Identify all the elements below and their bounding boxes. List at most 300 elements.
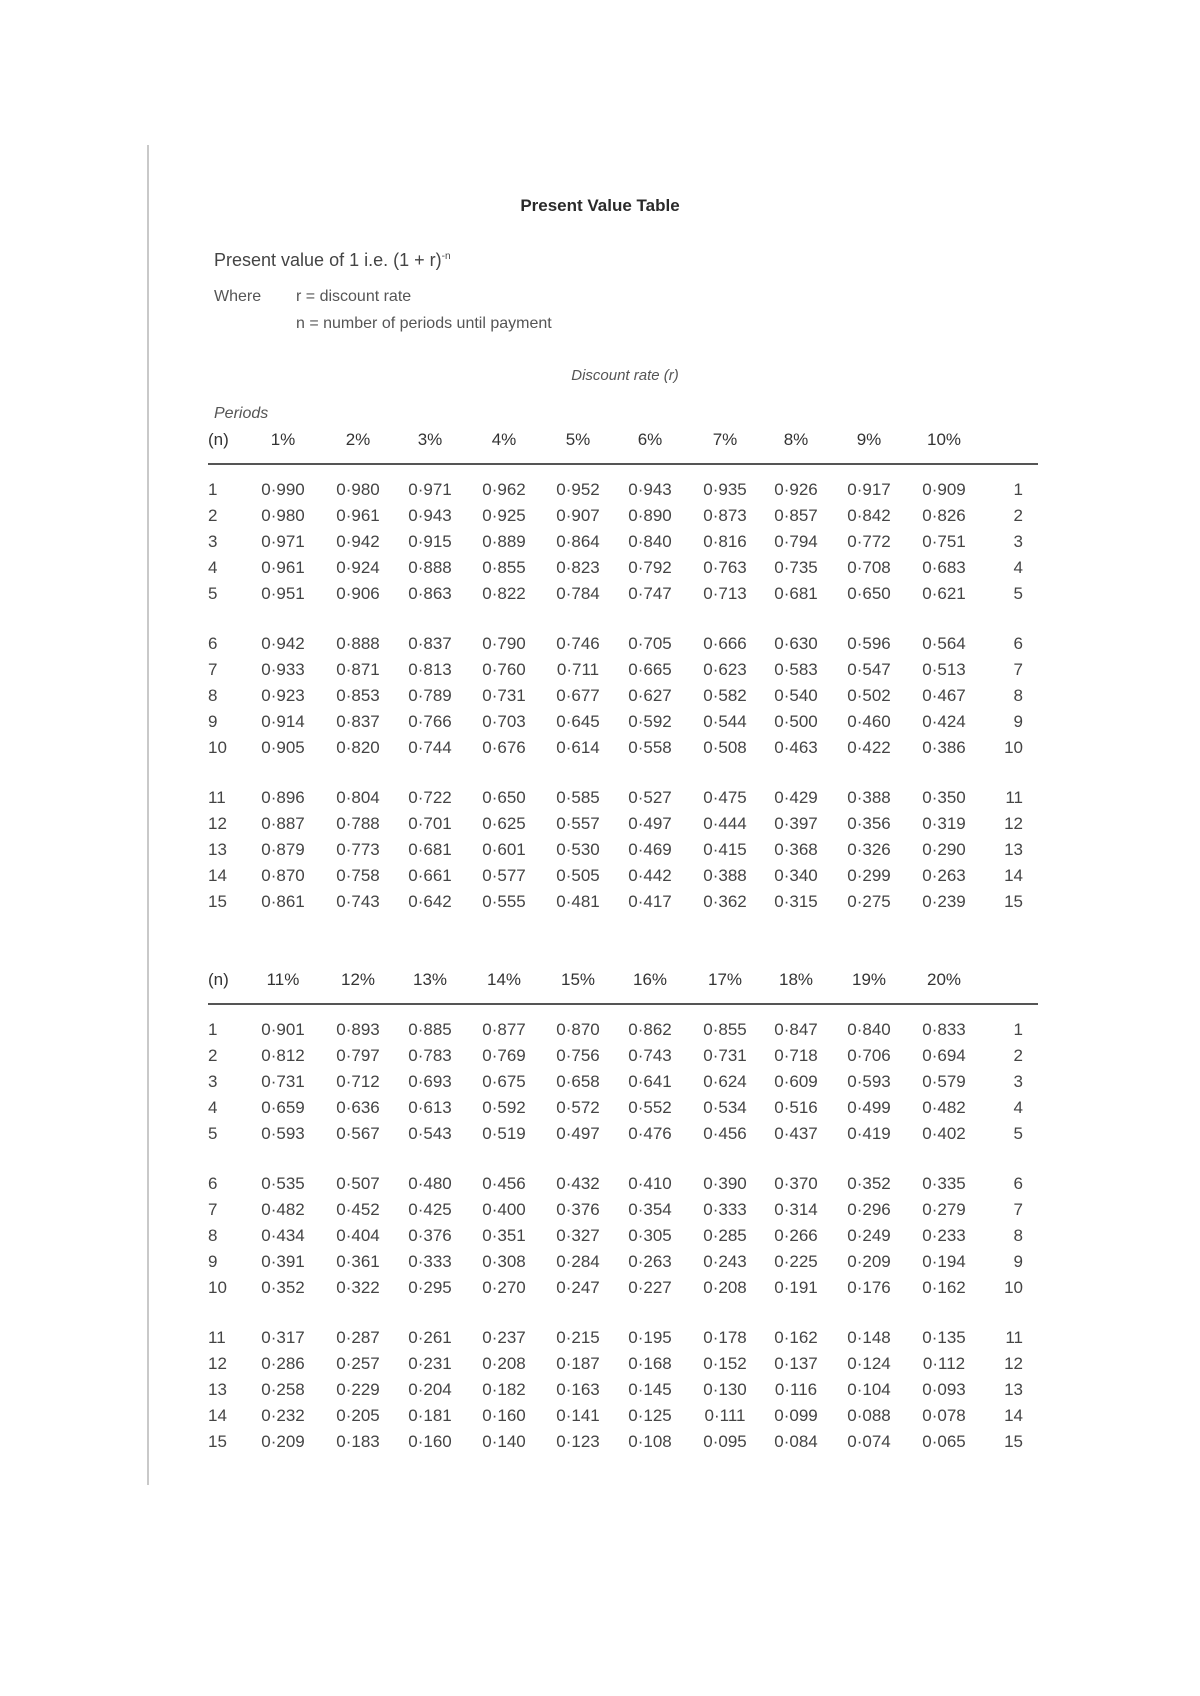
- present-value-cell: 0·391: [261, 1252, 305, 1271]
- present-value-cell: 0·074: [847, 1432, 891, 1451]
- present-value-cell: 0·592: [482, 1098, 526, 1117]
- present-value-cell: 0·609: [774, 1072, 818, 1091]
- present-value-cell: 0·362: [703, 892, 747, 911]
- present-value-cell: 0·547: [847, 660, 891, 679]
- present-value-cell: 0·497: [556, 1124, 600, 1143]
- rate-column-header: 6%: [637, 430, 663, 449]
- present-value-cell: 0·943: [408, 506, 452, 525]
- present-value-cell: 0·873: [703, 506, 747, 525]
- present-value-cell: 0·425: [408, 1200, 452, 1219]
- table-row: [208, 480, 1038, 504]
- period-number-right: 8: [1013, 1226, 1023, 1245]
- present-value-cell: 0·084: [774, 1432, 818, 1451]
- present-value-cell: 0·162: [774, 1328, 818, 1347]
- present-value-cell: 0·917: [847, 480, 891, 499]
- rate-column-header: 16%: [632, 970, 668, 989]
- present-value-cell: 0·826: [922, 506, 966, 525]
- present-value-cell: 0·961: [336, 506, 380, 525]
- present-value-cell: 0·951: [261, 584, 305, 603]
- present-value-cell: 0·340: [774, 866, 818, 885]
- present-value-cell: 0·893: [336, 1020, 380, 1039]
- period-number: 6: [208, 634, 218, 653]
- present-value-cell: 0·204: [408, 1380, 452, 1399]
- table-row: [208, 532, 1038, 556]
- present-value-cell: 0·879: [261, 840, 305, 859]
- present-value-cell: 0·432: [556, 1174, 600, 1193]
- header-divider: [208, 1003, 1038, 1005]
- rate-column-header: 5%: [565, 430, 591, 449]
- present-value-cell: 0·135: [922, 1328, 966, 1347]
- present-value-cell: 0·284: [556, 1252, 600, 1271]
- present-value-cell: 0·123: [556, 1432, 600, 1451]
- present-value-cell: 0·842: [847, 506, 891, 525]
- n-definition: n = number of periods until payment: [296, 315, 552, 332]
- present-value-cell: 0·361: [336, 1252, 380, 1271]
- present-value-cell: 0·237: [482, 1328, 526, 1347]
- present-value-cell: 0·229: [336, 1380, 380, 1399]
- period-number-right: 11: [1005, 1328, 1023, 1347]
- present-value-cell: 0·065: [922, 1432, 966, 1451]
- present-value-cell: 0·257: [336, 1354, 380, 1373]
- present-value-cell: 0·601: [482, 840, 526, 859]
- present-value-cell: 0·225: [774, 1252, 818, 1271]
- table-row: [208, 1174, 1038, 1198]
- formula-text: Present value of 1 i.e. (1 + r): [214, 250, 442, 270]
- table-row: [208, 738, 1038, 762]
- period-number: 8: [208, 1226, 218, 1245]
- present-value-cell: 0·530: [556, 840, 600, 859]
- present-value-cell: 0·665: [628, 660, 672, 679]
- present-value-cell: 0·376: [408, 1226, 452, 1245]
- present-value-cell: 0·480: [408, 1174, 452, 1193]
- present-value-cell: 0·500: [774, 712, 818, 731]
- present-value-cell: 0·243: [703, 1252, 747, 1271]
- present-value-cell: 0·905: [261, 738, 305, 757]
- present-value-cell: 0·847: [774, 1020, 818, 1039]
- present-value-cell: 0·933: [261, 660, 305, 679]
- present-value-cell: 0·437: [774, 1124, 818, 1143]
- present-value-cell: 0·116: [774, 1380, 818, 1399]
- present-value-cell: 0·141: [556, 1406, 600, 1425]
- rate-column-header: 20%: [926, 970, 962, 989]
- present-value-cell: 0·215: [556, 1328, 600, 1347]
- present-value-cell: 0·772: [847, 532, 891, 551]
- present-value-cell: 0·227: [628, 1278, 672, 1297]
- present-value-cell: 0·943: [628, 480, 672, 499]
- present-value-cell: 0·746: [556, 634, 600, 653]
- present-value-cell: 0·760: [482, 660, 526, 679]
- period-number: 9: [208, 1252, 218, 1271]
- present-value-cell: 0·467: [922, 686, 966, 705]
- present-value-cell: 0·837: [408, 634, 452, 653]
- present-value-cell: 0·482: [261, 1200, 305, 1219]
- present-value-cell: 0·519: [482, 1124, 526, 1143]
- period-number-right: 15: [1004, 892, 1023, 911]
- present-value-cell: 0·351: [482, 1226, 526, 1245]
- present-value-cell: 0·926: [774, 480, 818, 499]
- present-value-cell: 0·322: [336, 1278, 380, 1297]
- present-value-cell: 0·693: [408, 1072, 452, 1091]
- present-value-cell: 0·837: [336, 712, 380, 731]
- present-value-cell: 0·456: [703, 1124, 747, 1143]
- period-number: 7: [208, 660, 218, 679]
- present-value-cell: 0·417: [628, 892, 672, 911]
- present-value-cell: 0·163: [556, 1380, 600, 1399]
- present-value-cell: 0·296: [847, 1200, 891, 1219]
- present-value-cell: 0·840: [847, 1020, 891, 1039]
- present-value-cell: 0·627: [628, 686, 672, 705]
- table-row: [208, 1252, 1038, 1276]
- present-value-cell: 0·783: [408, 1046, 452, 1065]
- present-value-cell: 0·279: [922, 1200, 966, 1219]
- period-number: 15: [208, 892, 227, 911]
- present-value-cell: 0·935: [703, 480, 747, 499]
- present-value-cell: 0·642: [408, 892, 452, 911]
- present-value-cell: 0·505: [556, 866, 600, 885]
- present-value-cell: 0·319: [922, 814, 966, 833]
- present-value-cell: 0·124: [847, 1354, 891, 1373]
- header-divider: [208, 463, 1038, 465]
- present-value-cell: 0·261: [408, 1328, 452, 1347]
- present-value-cell: 0·463: [774, 738, 818, 757]
- table-row: [208, 892, 1038, 916]
- present-value-cell: 0·862: [628, 1020, 672, 1039]
- present-value-cell: 0·370: [774, 1174, 818, 1193]
- rate-column-header: 18%: [778, 970, 814, 989]
- present-value-cell: 0·326: [847, 840, 891, 859]
- period-number-right: 4: [1013, 558, 1023, 577]
- present-value-cell: 0·820: [336, 738, 380, 757]
- table-row: [208, 814, 1038, 838]
- present-value-cell: 0·769: [482, 1046, 526, 1065]
- present-value-cell: 0·711: [556, 660, 600, 679]
- present-value-cell: 0·877: [482, 1020, 526, 1039]
- present-value-cell: 0·564: [922, 634, 966, 653]
- present-value-cell: 0·708: [847, 558, 891, 577]
- period-number-right: 8: [1013, 686, 1023, 705]
- period-number: 3: [208, 1072, 218, 1091]
- period-number: 13: [208, 840, 227, 859]
- present-value-cell: 0·555: [482, 892, 526, 911]
- present-value-cell: 0·247: [556, 1278, 600, 1297]
- present-value-cell: 0·675: [482, 1072, 526, 1091]
- present-value-cell: 0·333: [703, 1200, 747, 1219]
- present-value-cell: 0·857: [774, 506, 818, 525]
- present-value-cell: 0·508: [703, 738, 747, 757]
- present-value-cell: 0·712: [336, 1072, 380, 1091]
- present-value-cell: 0·583: [774, 660, 818, 679]
- table-row: [208, 1098, 1038, 1122]
- rate-column-header: 12%: [340, 970, 376, 989]
- present-value-cell: 0·621: [922, 584, 966, 603]
- discount-rate-caption: Discount rate (r): [571, 367, 679, 384]
- period-number: 5: [208, 584, 218, 603]
- present-value-cell: 0·233: [922, 1226, 966, 1245]
- present-value-cell: 0·701: [408, 814, 452, 833]
- present-value-cell: 0·855: [482, 558, 526, 577]
- present-value-cell: 0·706: [847, 1046, 891, 1065]
- present-value-cell: 0·386: [922, 738, 966, 757]
- present-value-cell: 0·535: [261, 1174, 305, 1193]
- present-value-cell: 0·410: [628, 1174, 672, 1193]
- period-number-right: 11: [1005, 788, 1023, 807]
- present-value-cell: 0·681: [408, 840, 452, 859]
- period-number: 15: [208, 1432, 227, 1451]
- period-number: 13: [208, 1380, 227, 1399]
- present-value-cell: 0·763: [703, 558, 747, 577]
- present-value-cell: 0·434: [261, 1226, 305, 1245]
- present-value-cell: 0·078: [922, 1406, 966, 1425]
- period-number-right: 13: [1004, 1380, 1023, 1399]
- present-value-cell: 0·452: [336, 1200, 380, 1219]
- present-value-cell: 0·558: [628, 738, 672, 757]
- rate-column-header: 17%: [707, 970, 743, 989]
- table-row: [208, 712, 1038, 736]
- present-value-cell: 0·718: [774, 1046, 818, 1065]
- present-value-cell: 0·195: [628, 1328, 672, 1347]
- present-value-cell: 0·914: [261, 712, 305, 731]
- present-value-cell: 0·191: [774, 1278, 818, 1297]
- present-value-cell: 0·705: [628, 634, 672, 653]
- present-value-cell: 0·544: [703, 712, 747, 731]
- present-value-cell: 0·160: [482, 1406, 526, 1425]
- present-value-cell: 0·614: [556, 738, 600, 757]
- rate-column-header: 9%: [856, 430, 882, 449]
- present-value-cell: 0·822: [482, 584, 526, 603]
- present-value-cell: 0·258: [261, 1380, 305, 1399]
- table-row: [208, 558, 1038, 582]
- period-number: 7: [208, 1200, 218, 1219]
- present-value-cell: 0·650: [847, 584, 891, 603]
- present-value-cell: 0·766: [408, 712, 452, 731]
- present-value-cell: 0·890: [628, 506, 672, 525]
- present-value-cell: 0·870: [556, 1020, 600, 1039]
- present-value-cell: 0·735: [774, 558, 818, 577]
- present-value-cell: 0·623: [703, 660, 747, 679]
- present-value-cell: 0·552: [628, 1098, 672, 1117]
- present-value-cell: 0·376: [556, 1200, 600, 1219]
- rate-column-header: 4%: [491, 430, 517, 449]
- present-value-cell: 0·108: [628, 1432, 672, 1451]
- period-number-right: 5: [1013, 1124, 1023, 1143]
- present-value-cell: 0·747: [628, 584, 672, 603]
- present-value-cell: 0·593: [847, 1072, 891, 1091]
- present-value-cell: 0·864: [556, 532, 600, 551]
- present-value-cell: 0·797: [336, 1046, 380, 1065]
- present-value-cell: 0·397: [774, 814, 818, 833]
- present-value-cell: 0·540: [774, 686, 818, 705]
- rate-column-header: 1%: [270, 430, 296, 449]
- present-value-cell: 0·130: [703, 1380, 747, 1399]
- present-value-cell: 0·286: [261, 1354, 305, 1373]
- present-value-cell: 0·630: [774, 634, 818, 653]
- present-value-cell: 0·460: [847, 712, 891, 731]
- present-value-cell: 0·112: [922, 1354, 966, 1373]
- present-value-cell: 0·703: [482, 712, 526, 731]
- period-number-right: 13: [1004, 840, 1023, 859]
- present-value-cell: 0·356: [847, 814, 891, 833]
- periods-column-header: (n): [208, 970, 229, 989]
- present-value-cell: 0·816: [703, 532, 747, 551]
- present-value-cell: 0·424: [922, 712, 966, 731]
- present-value-cell: 0·152: [703, 1354, 747, 1373]
- present-value-cell: 0·812: [261, 1046, 305, 1065]
- present-value-cell: 0·419: [847, 1124, 891, 1143]
- present-value-cell: 0·404: [336, 1226, 380, 1245]
- present-value-cell: 0·456: [482, 1174, 526, 1193]
- present-value-cell: 0·482: [922, 1098, 966, 1117]
- present-value-cell: 0·137: [774, 1354, 818, 1373]
- present-value-cell: 0·160: [408, 1432, 452, 1451]
- period-number: 2: [208, 1046, 218, 1065]
- period-number: 3: [208, 532, 218, 551]
- period-number-right: 2: [1013, 1046, 1023, 1065]
- table-row: [208, 788, 1038, 812]
- present-value-cell: 0·429: [774, 788, 818, 807]
- present-value-cell: 0·659: [261, 1098, 305, 1117]
- present-value-cell: 0·722: [408, 788, 452, 807]
- rate-column-header: 8%: [783, 430, 809, 449]
- table-row: [208, 686, 1038, 710]
- present-value-cell: 0·400: [482, 1200, 526, 1219]
- present-value-cell: 0·577: [482, 866, 526, 885]
- period-number-right: 3: [1013, 1072, 1023, 1091]
- present-value-cell: 0·352: [261, 1278, 305, 1297]
- present-value-cell: 0·557: [556, 814, 600, 833]
- present-value-cell: 0·924: [336, 558, 380, 577]
- table-row: [208, 506, 1038, 530]
- present-value-cell: 0·572: [556, 1098, 600, 1117]
- present-value-cell: 0·402: [922, 1124, 966, 1143]
- present-value-cell: 0·513: [922, 660, 966, 679]
- period-number-right: 5: [1013, 584, 1023, 603]
- period-number: 14: [208, 866, 227, 885]
- present-value-cell: 0·095: [703, 1432, 747, 1451]
- present-value-cell: 0·295: [408, 1278, 452, 1297]
- period-number: 5: [208, 1124, 218, 1143]
- present-value-cell: 0·888: [408, 558, 452, 577]
- present-value-cell: 0·833: [922, 1020, 966, 1039]
- present-value-cell: 0·813: [408, 660, 452, 679]
- formula-line: [214, 250, 451, 271]
- present-value-cell: 0·205: [336, 1406, 380, 1425]
- period-number: 4: [208, 558, 218, 577]
- table-row: [208, 634, 1038, 658]
- present-value-cell: 0·840: [628, 532, 672, 551]
- present-value-cell: 0·162: [922, 1278, 966, 1297]
- present-value-cell: 0·534: [703, 1098, 747, 1117]
- period-number-right: 7: [1013, 660, 1023, 679]
- present-value-cell: 0·613: [408, 1098, 452, 1117]
- present-value-cell: 0·315: [774, 892, 818, 911]
- present-value-cell: 0·263: [628, 1252, 672, 1271]
- present-value-cell: 0·266: [774, 1226, 818, 1245]
- present-value-cell: 0·368: [774, 840, 818, 859]
- present-value-cell: 0·743: [628, 1046, 672, 1065]
- present-value-cell: 0·683: [922, 558, 966, 577]
- present-value-cell: 0·592: [628, 712, 672, 731]
- present-value-cell: 0·093: [922, 1380, 966, 1399]
- table-row: [208, 660, 1038, 684]
- present-value-cell: 0·314: [774, 1200, 818, 1219]
- rate-column-header: 14%: [486, 970, 522, 989]
- period-number-right: 4: [1013, 1098, 1023, 1117]
- table-row: [208, 1200, 1038, 1224]
- present-value-cell: 0·896: [261, 788, 305, 807]
- present-value-cell: 0·232: [261, 1406, 305, 1425]
- present-value-cell: 0·855: [703, 1020, 747, 1039]
- table-row: [208, 1124, 1038, 1148]
- present-value-cell: 0·209: [261, 1432, 305, 1451]
- present-value-cell: 0·971: [261, 532, 305, 551]
- present-value-cell: 0·731: [482, 686, 526, 705]
- present-value-cell: 0·145: [628, 1380, 672, 1399]
- present-value-cell: 0·497: [628, 814, 672, 833]
- present-value-cell: 0·980: [261, 506, 305, 525]
- period-number-right: 12: [1004, 814, 1023, 833]
- present-value-cell: 0·099: [774, 1406, 818, 1425]
- period-number-right: 1: [1013, 480, 1023, 499]
- present-value-cell: 0·209: [847, 1252, 891, 1271]
- present-value-cell: 0·582: [703, 686, 747, 705]
- present-value-cell: 0·790: [482, 634, 526, 653]
- present-value-cell: 0·792: [628, 558, 672, 577]
- present-value-cell: 0·789: [408, 686, 452, 705]
- period-number: 11: [208, 788, 226, 807]
- period-number: 9: [208, 712, 218, 731]
- period-number: 11: [208, 1328, 226, 1347]
- table-row: [208, 1278, 1038, 1302]
- present-value-cell: 0·270: [482, 1278, 526, 1297]
- rate-column-header: 13%: [412, 970, 448, 989]
- present-value-cell: 0·909: [922, 480, 966, 499]
- present-value-cell: 0·181: [408, 1406, 452, 1425]
- period-number: 12: [208, 1354, 227, 1373]
- present-value-cell: 0·915: [408, 532, 452, 551]
- table-row: [208, 1432, 1038, 1456]
- present-value-cell: 0·299: [847, 866, 891, 885]
- present-value-cell: 0·731: [703, 1046, 747, 1065]
- present-value-cell: 0·885: [408, 1020, 452, 1039]
- present-value-cell: 0·925: [482, 506, 526, 525]
- table-row: [208, 584, 1038, 608]
- present-value-cell: 0·636: [336, 1098, 380, 1117]
- period-number-right: 3: [1013, 532, 1023, 551]
- present-value-cell: 0·756: [556, 1046, 600, 1065]
- page-margin-rule: [147, 145, 149, 1485]
- present-value-cell: 0·888: [336, 634, 380, 653]
- present-value-cell: 0·661: [408, 866, 452, 885]
- present-value-cell: 0·593: [261, 1124, 305, 1143]
- present-value-cell: 0·481: [556, 892, 600, 911]
- present-value-cell: 0·952: [556, 480, 600, 499]
- present-value-cell: 0·187: [556, 1354, 600, 1373]
- present-value-cell: 0·527: [628, 788, 672, 807]
- formula-exponent: -n: [441, 251, 451, 262]
- table-row: [208, 1226, 1038, 1250]
- present-value-cell: 0·239: [922, 892, 966, 911]
- periods-label: Periods: [214, 405, 269, 422]
- present-value-cell: 0·422: [847, 738, 891, 757]
- present-value-cell: 0·901: [261, 1020, 305, 1039]
- present-value-cell: 0·889: [482, 532, 526, 551]
- present-value-cell: 0·923: [261, 686, 305, 705]
- present-value-cell: 0·658: [556, 1072, 600, 1091]
- present-value-cell: 0·275: [847, 892, 891, 911]
- present-value-cell: 0·388: [703, 866, 747, 885]
- present-value-cell: 0·507: [336, 1174, 380, 1193]
- present-value-cell: 0·804: [336, 788, 380, 807]
